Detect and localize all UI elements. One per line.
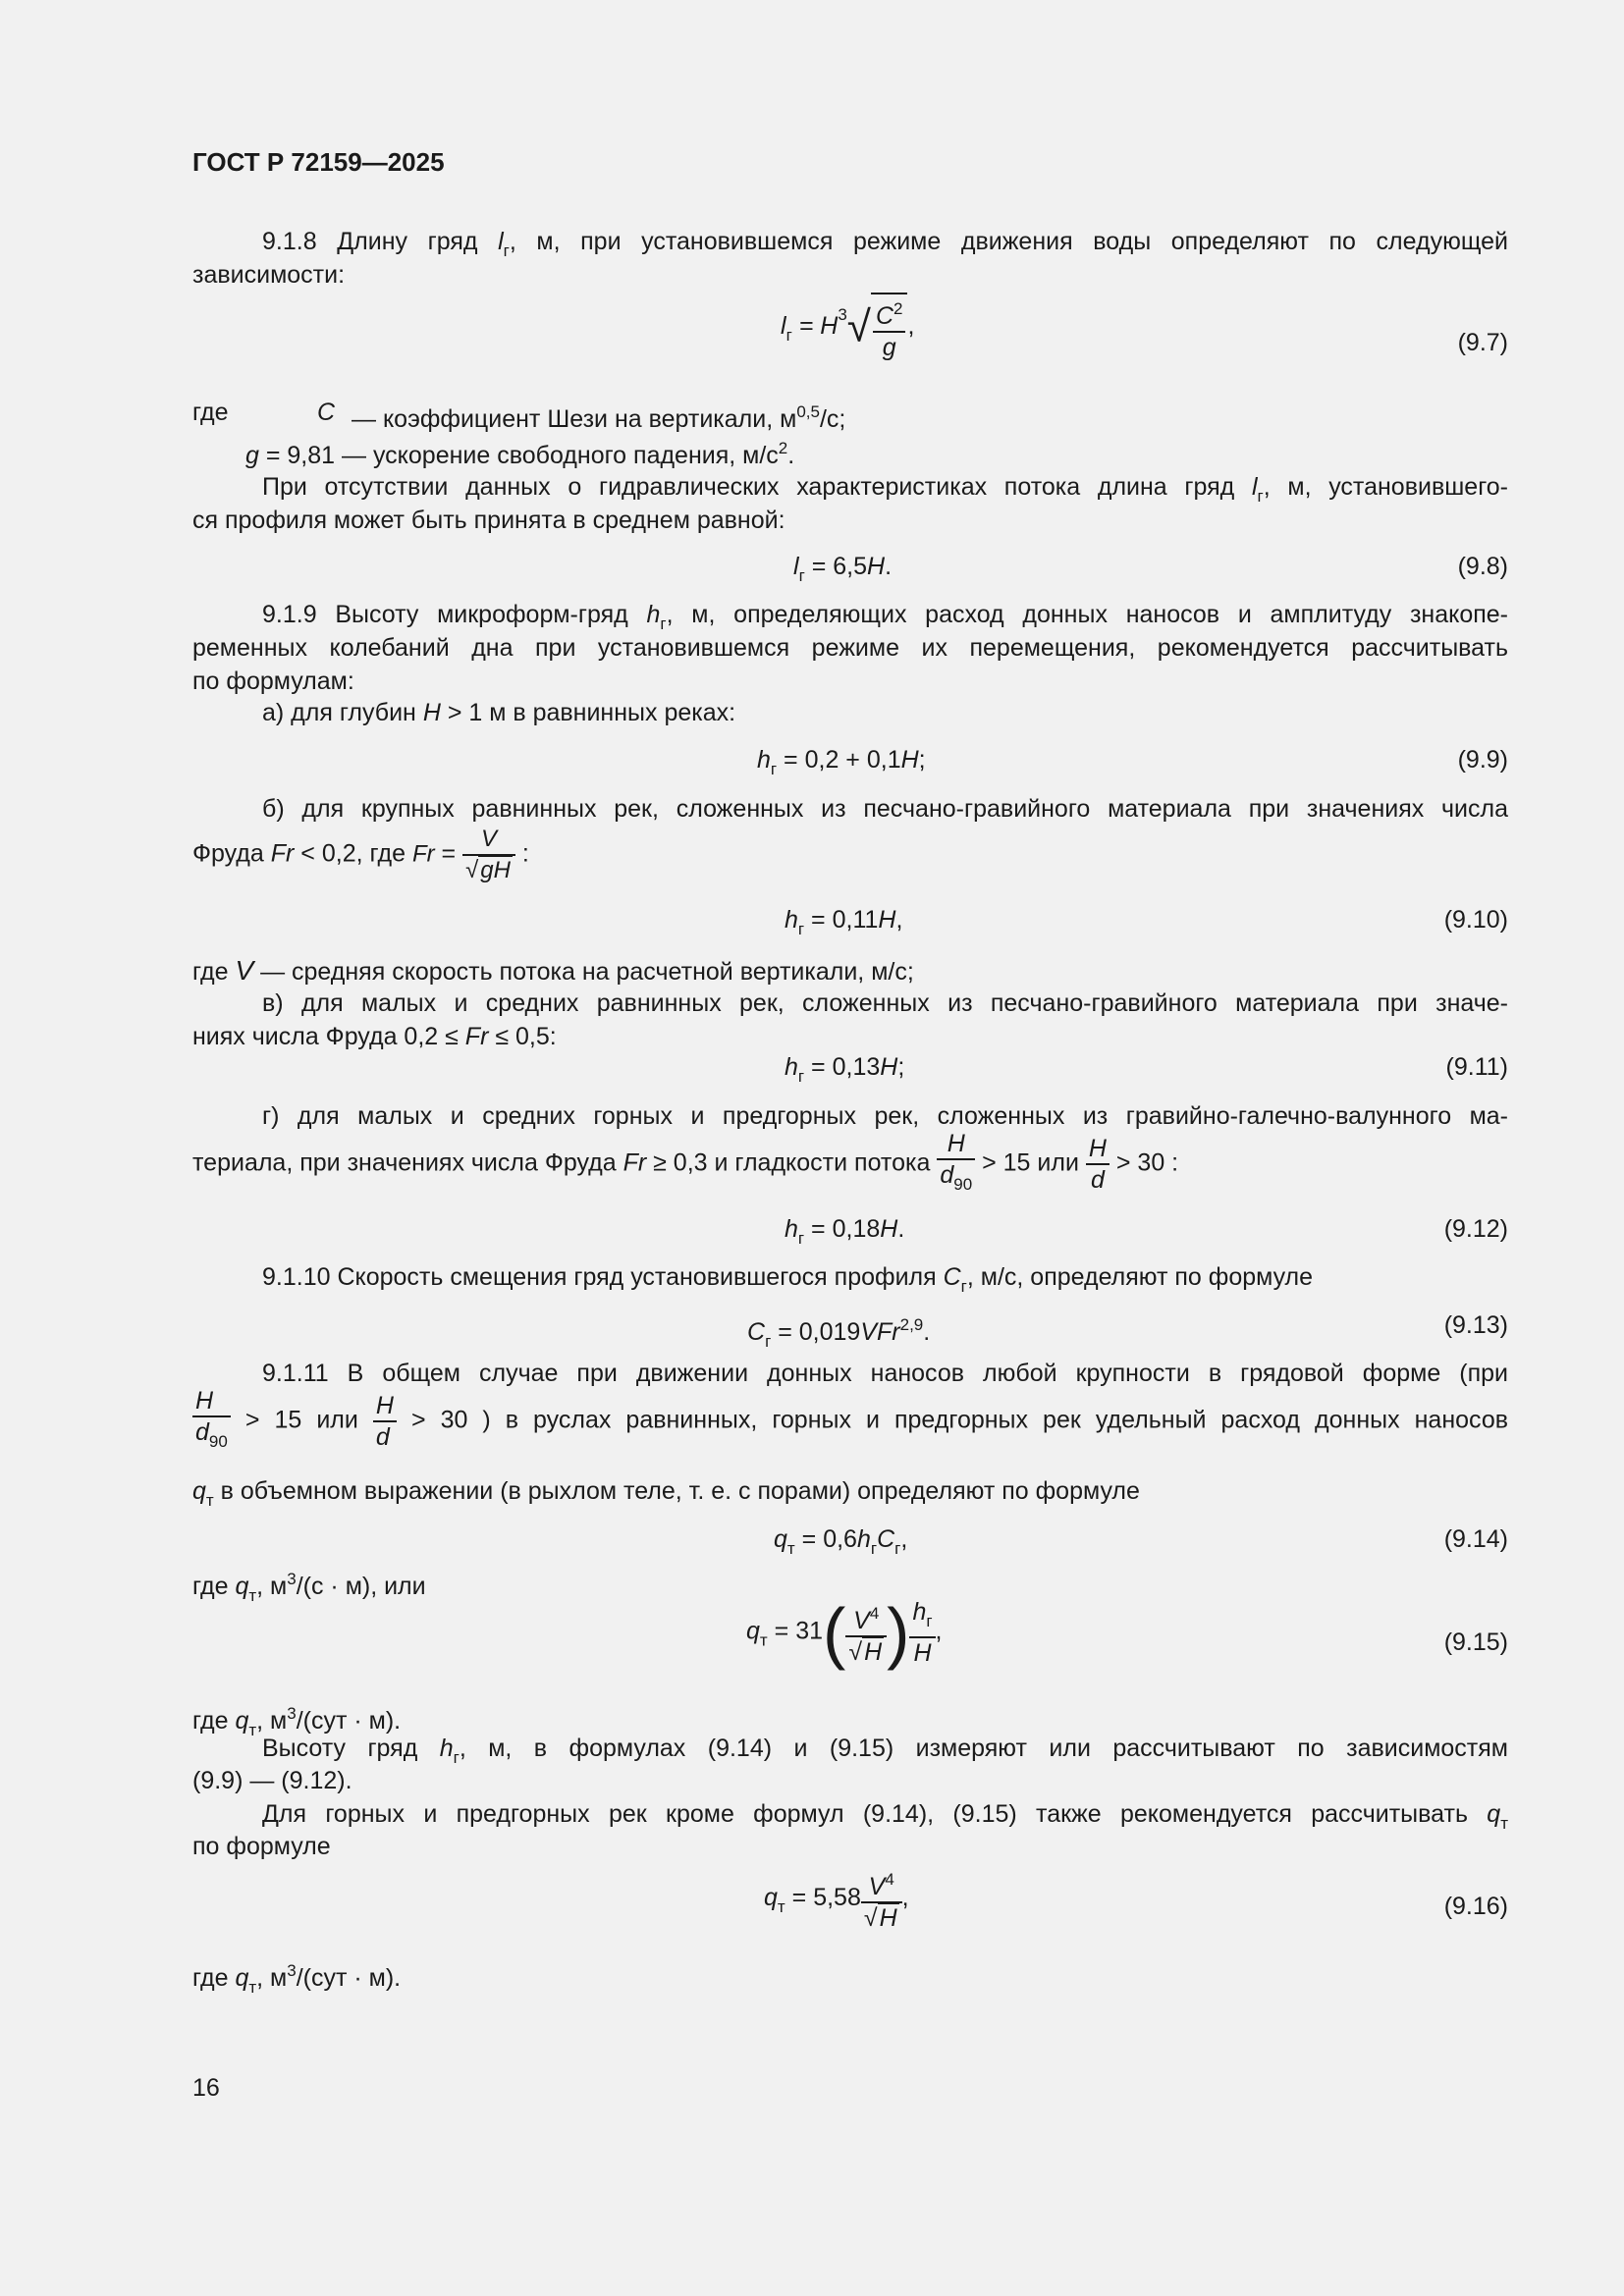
document-header: ГОСТ Р 72159—2025	[192, 147, 445, 177]
equation-9-15: $q_т = 31$( $\frac{V^4}{√H}$ ) $\frac{h_г}{H}$ ,	[746, 1594, 943, 1671]
equation-number-9-8: (9.8)	[1457, 553, 1508, 580]
paragraph-9-1-11-line2: $\frac{H}{d_{90}}$ > 15 или $\frac{H}{d}$ > 30 ) в руслах равнинных, горных и предгорных рек удельный расход донных наносов	[192, 1386, 1508, 1457]
equation-9-13: $C_г = 0,019VFr^{2,9}$.	[747, 1315, 931, 1351]
equation-number-9-12: (9.12)	[1443, 1215, 1508, 1243]
equation-9-11: $h_г = 0,13H$;	[785, 1053, 905, 1086]
where-c: где C — коэффициент Шези на вертикали, $м^{0,5}/с$;	[192, 399, 846, 433]
equation-9-10: $h_г = 0,11H$,	[785, 906, 903, 938]
item-g-line2: териала, при значениях числа Фруда Fr ≥ 0,3 и гладкости потока $\frac{H}{d_{90}}$ > 15 или $\frac{H}{d}$ > 30 :	[192, 1130, 1179, 1194]
equation-9-16: $q_т = 5,58$ $\frac{V^4}{√H}$ ,	[764, 1865, 909, 1933]
equation-number-9-15: (9.15)	[1443, 1629, 1508, 1656]
equation-number-9-14: (9.14)	[1443, 1525, 1508, 1553]
item-a: а) для глубин H > 1 м в равнинных реках:	[262, 699, 736, 726]
paragraph-9-1-9-line2: ременных колебаний дна при установившемся режиме их перемещения, рекомендуется рассчитывать	[192, 634, 1508, 662]
paragraph-height-line1: Высоту гряд $h_г$, м, в формулах (9.14) и (9.15) измеряют или рассчитывают по зависимостям	[262, 1735, 1508, 1767]
paragraph-9-1-8-line1: 9.1.8 Длину гряд $l_г$, м, при установившемся режиме движения воды определяют по следующей	[262, 228, 1508, 260]
item-b-line2: Фруда Fr < 0,2, где Fr = $\frac{V}{√gH}$ :	[192, 826, 529, 883]
where-v: где V — средняя скорость потока на расчетной вертикали, м/с;	[192, 955, 914, 986]
where-9-15: где $q_т$, $м^3/(сут \cdot м)$.	[192, 1704, 402, 1739]
paragraph-9-1-11-line3: $q_т$ в объемном выражении (в рыхлом теле, т. е. с порами) определяют по формуле	[192, 1477, 1140, 1510]
where-9-14: где $q_т$, $м^3/(с \cdot м)$, или	[192, 1570, 426, 1605]
paragraph-mountain-line1: Для горных и предгорных рек кроме формул (9.14), (9.15) также рекомендуется рассчитывать $q_т$	[262, 1800, 1508, 1833]
paragraph-9-1-11-line1: 9.1.11 В общем случае при движении донных наносов любой крупности в грядовой форме (при	[262, 1360, 1508, 1387]
equation-number-9-7: (9.7)	[1457, 329, 1508, 356]
page-number: 16	[192, 2074, 220, 2102]
paragraph-9-1-10: 9.1.10 Скорость смещения гряд установившегося профиля $C_г$, м/с, определяют по формуле	[262, 1263, 1314, 1296]
equation-number-9-10: (9.10)	[1443, 906, 1508, 934]
item-b-line1: б) для крупных равнинных рек, сложенных из песчано-гравийного материала при значениях числа	[262, 795, 1508, 823]
item-v-line2: ниях числа Фруда 0,2 ≤ Fr ≤ 0,5:	[192, 1023, 557, 1050]
equation-9-12: $h_г = 0,18H$.	[785, 1215, 905, 1248]
paragraph-9-1-9-line3: по формулам:	[192, 667, 354, 695]
paragraph-mountain-line2: по формуле	[192, 1833, 331, 1860]
equation-9-14: $q_т = 0,6h_гC_г$,	[774, 1525, 908, 1558]
paragraph-height-line2: (9.9) — (9.12).	[192, 1767, 352, 1794]
equation-number-9-16: (9.16)	[1443, 1893, 1508, 1920]
paragraph-9-1-8-line2: зависимости:	[192, 261, 346, 289]
item-v-line1: в) для малых и средних равнинных рек, сложенных из песчано-гравийного материала при значе-	[262, 989, 1508, 1017]
paragraph-9-1-9-line1: 9.1.9 Высоту микроформ-гряд $h_г$, м, определяющих расход донных наносов и амплитуду знакопе-	[262, 601, 1508, 633]
paragraph-no-data-line1: При отсутствии данных о гидравлических характеристиках потока длина гряд $l_г$, м, установившего-	[262, 473, 1508, 506]
equation-9-7: $l_г = H^3√$ $\frac{C^2}{g}$ ,	[781, 293, 914, 362]
equation-9-8: $l_г = 6,5H$.	[793, 553, 893, 585]
paragraph-no-data-line2: ся профиля может быть принята в среднем равной:	[192, 507, 785, 534]
equation-number-9-9: (9.9)	[1457, 746, 1508, 774]
item-g-line1: г) для малых и средних горных и предгорных рек, сложенных из гравийно-галечно-валунного ма-	[262, 1102, 1508, 1130]
equation-9-9: $h_г = 0,2 + 0,1H$;	[757, 746, 926, 778]
where-g: g = 9,81 — ускорение свободного падения, $м/с^2$.	[245, 439, 795, 469]
equation-number-9-13: (9.13)	[1443, 1311, 1508, 1339]
where-9-16: где $q_т$, $м^3/(сут \cdot м)$.	[192, 1961, 402, 1997]
equation-number-9-11: (9.11)	[1445, 1053, 1508, 1081]
